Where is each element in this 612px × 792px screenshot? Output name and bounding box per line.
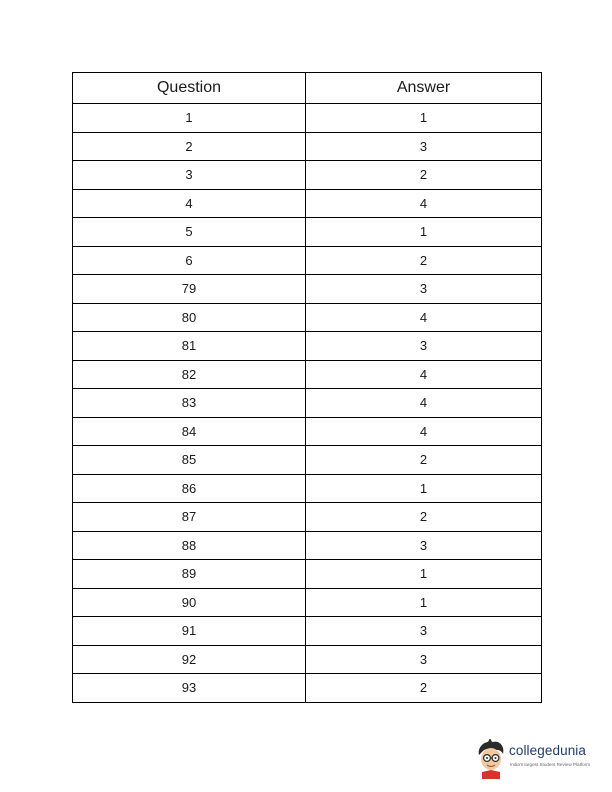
logo-tagline: India's largest Student Review Platform bbox=[510, 762, 591, 767]
table-row bbox=[73, 360, 542, 389]
question-number-cell: 87 bbox=[73, 503, 306, 532]
student-mascot-icon bbox=[474, 739, 508, 779]
table-row bbox=[73, 531, 542, 560]
question-column-header: Question bbox=[73, 73, 306, 104]
answer-cell: 3 bbox=[306, 275, 542, 304]
question-number-cell: 1 bbox=[73, 104, 306, 133]
question-number-cell: 89 bbox=[73, 560, 306, 589]
answer-cell: 4 bbox=[306, 417, 542, 446]
table-row bbox=[73, 645, 542, 674]
table-row bbox=[73, 132, 542, 161]
logo-name: collegedunia bbox=[509, 743, 587, 758]
question-number-cell: 3 bbox=[73, 161, 306, 190]
table-row bbox=[73, 503, 542, 532]
table-row bbox=[73, 246, 542, 275]
question-number-cell: 84 bbox=[73, 417, 306, 446]
table-header-row bbox=[73, 73, 542, 104]
answer-cell: 3 bbox=[306, 617, 542, 646]
question-number-cell: 79 bbox=[73, 275, 306, 304]
answer-cell: 4 bbox=[306, 360, 542, 389]
question-number-cell: 86 bbox=[73, 474, 306, 503]
answer-column-header: Answer bbox=[306, 73, 542, 104]
table-row bbox=[73, 218, 542, 247]
table-row bbox=[73, 674, 542, 703]
answer-cell: 1 bbox=[306, 104, 542, 133]
table-body bbox=[73, 104, 542, 703]
answer-cell: 3 bbox=[306, 645, 542, 674]
question-number-cell: 93 bbox=[73, 674, 306, 703]
table-row bbox=[73, 389, 542, 418]
answer-key-table bbox=[72, 72, 542, 703]
answer-cell: 4 bbox=[306, 389, 542, 418]
answer-cell: 4 bbox=[306, 189, 542, 218]
table-row bbox=[73, 588, 542, 617]
table-row bbox=[73, 275, 542, 304]
table-row bbox=[73, 560, 542, 589]
answer-cell: 2 bbox=[306, 446, 542, 475]
question-number-cell: 6 bbox=[73, 246, 306, 275]
collegedunia-logo bbox=[474, 739, 604, 779]
answer-cell: 2 bbox=[306, 503, 542, 532]
answer-cell: 4 bbox=[306, 303, 542, 332]
answer-cell: 3 bbox=[306, 332, 542, 361]
answer-cell: 1 bbox=[306, 474, 542, 503]
answer-cell: 2 bbox=[306, 246, 542, 275]
question-number-cell: 88 bbox=[73, 531, 306, 560]
answer-cell: 2 bbox=[306, 674, 542, 703]
table-row bbox=[73, 104, 542, 133]
question-number-cell: 85 bbox=[73, 446, 306, 475]
answer-cell: 1 bbox=[306, 218, 542, 247]
question-number-cell: 81 bbox=[73, 332, 306, 361]
table-row bbox=[73, 161, 542, 190]
answer-cell: 1 bbox=[306, 588, 542, 617]
question-number-cell: 5 bbox=[73, 218, 306, 247]
answer-cell: 1 bbox=[306, 560, 542, 589]
question-number-cell: 92 bbox=[73, 645, 306, 674]
question-number-cell: 4 bbox=[73, 189, 306, 218]
table-row bbox=[73, 617, 542, 646]
question-number-cell: 82 bbox=[73, 360, 306, 389]
table-row bbox=[73, 332, 542, 361]
answer-cell: 3 bbox=[306, 531, 542, 560]
table-row bbox=[73, 417, 542, 446]
question-number-cell: 90 bbox=[73, 588, 306, 617]
question-number-cell: 2 bbox=[73, 132, 306, 161]
table-row bbox=[73, 446, 542, 475]
question-number-cell: 91 bbox=[73, 617, 306, 646]
answer-cell: 2 bbox=[306, 161, 542, 190]
answer-cell: 3 bbox=[306, 132, 542, 161]
question-number-cell: 80 bbox=[73, 303, 306, 332]
question-number-cell: 83 bbox=[73, 389, 306, 418]
table-row bbox=[73, 189, 542, 218]
table-row bbox=[73, 303, 542, 332]
table-row bbox=[73, 474, 542, 503]
